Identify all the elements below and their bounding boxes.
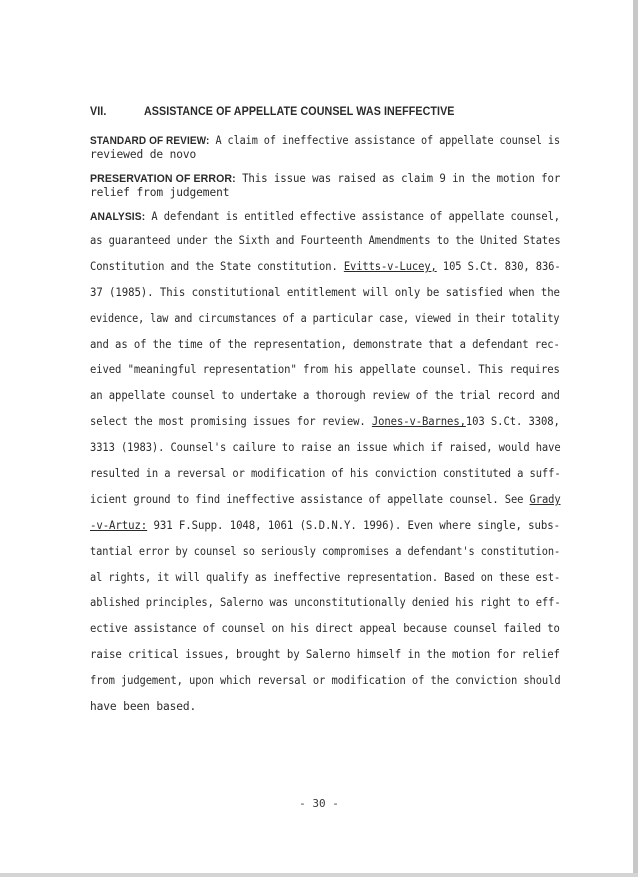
analysis-line: tantial error by counsel so seriously compromises a defendant's constitution- (90, 544, 561, 558)
section-title: ASSISTANCE OF APPELLATE COUNSEL WAS INEFFECTIVE (143, 106, 455, 118)
analysis-line: Constitution and the State constitution. Evitts-v-Lucey, 105 S.Ct. 830, 836- (90, 259, 561, 273)
analysis-line: raise critical issues, brought by Salerno himself in the motion for relief (90, 648, 560, 662)
section-number: VII. (90, 106, 107, 118)
citation-artuz: -v-Artuz: (90, 518, 148, 532)
preservation-of-error-text-1: This issue was raised as claim 9 in the motion for (235, 172, 561, 185)
analysis-label: ANALYSIS: (90, 211, 146, 223)
document-page (90, 104, 560, 726)
page-number: - 30 - (299, 797, 339, 810)
analysis-line: 3313 (1983). Counsel's cailure to raise an issue which if raised, would have (90, 441, 561, 455)
analysis-line: have been based. (90, 700, 197, 714)
analysis-line: an appellate counsel to undertake a thorough review of the trial record and (90, 389, 560, 403)
analysis-line: al rights, it will qualify as ineffective representation. Based on these est- (90, 570, 561, 584)
citation-evitts: Evitts-v-Lucey, (343, 259, 437, 273)
analysis-line: 37 (1985). This constitutional entitlement will only be satisfied when the (90, 285, 560, 299)
analysis-line: and as of the time of the representation, demonstrate that a defendant rec- (90, 337, 560, 351)
citation-grady: Grady (529, 492, 561, 506)
analysis-line: evidence, law and circumstances of a particular case, viewed in their totality (90, 311, 560, 325)
analysis-line: resulted in a reversal or modification of his conviction constituted a suff- (90, 467, 561, 481)
analysis-line: as guaranteed under the Sixth and Fourteenth Amendments to the United States (90, 234, 561, 247)
preservation-of-error-text-2: relief from judgement (90, 186, 230, 199)
analysis-line: ANALYSIS: A defendant is entitled effective assistance of appellate counsel, (90, 210, 560, 223)
analysis-line: eived "meaningful representation" from his appellate counsel. This requires (90, 363, 560, 377)
standard-of-review-text-1: A claim of ineffective assistance of appellate counsel is (209, 134, 561, 147)
analysis-line: icient ground to find ineffective assistance of appellate counsel. See Grady (90, 492, 561, 506)
citation-jones: Jones-v-Barnes, (371, 415, 466, 429)
scan-edge-right (633, 0, 638, 877)
scan-edge-bottom (0, 873, 638, 877)
analysis-line: -v-Artuz: 931 F.Supp. 1048, 1061 (S.D.N.Y. 1996). Even where single, subs- (90, 518, 560, 532)
preservation-of-error (90, 172, 560, 200)
standard-of-review (90, 134, 560, 162)
preservation-of-error-label: PRESERVATION OF ERROR: (90, 173, 236, 185)
analysis-line: ective assistance of counsel on his direct appeal because counsel failed to (90, 622, 560, 636)
section-heading (90, 104, 527, 120)
analysis-section (90, 210, 560, 726)
analysis-line: from judgement, upon which reversal or modification of the conviction should (90, 674, 561, 688)
standard-of-review-label: STANDARD OF REVIEW: (90, 135, 210, 147)
standard-of-review-text-2: reviewed de novo (90, 148, 197, 161)
analysis-line: select the most promising issues for review. Jones-v-Barnes,103 S.Ct. 3308, (90, 415, 560, 429)
analysis-line: ablished principles, Salerno was unconstitutionally denied his right to eff- (90, 596, 561, 610)
